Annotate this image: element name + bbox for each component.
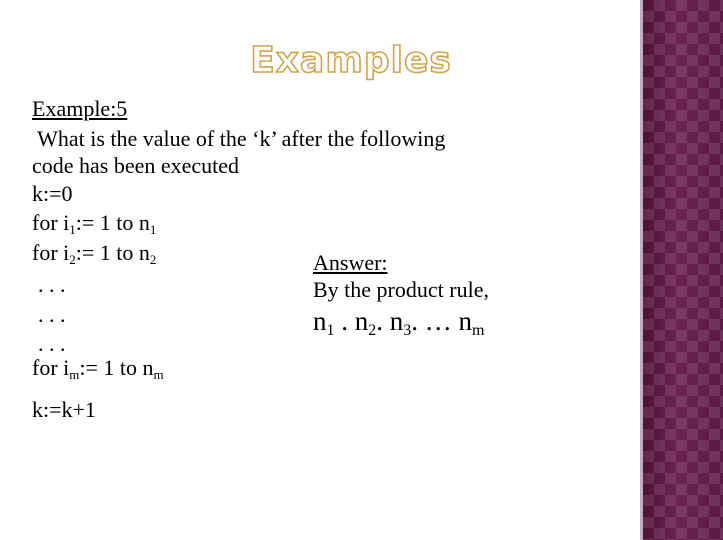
slide-title [250, 36, 452, 82]
question-line-1: What is the value of the ‘k’ after the following [32, 126, 446, 151]
decorative-side-band [640, 0, 723, 540]
question-line-2: code has been executed [32, 153, 240, 178]
answer-label: Answer: [313, 250, 388, 275]
code-ellipsis-3: . . . [38, 331, 66, 356]
example-label: Example:5 [32, 96, 128, 121]
answer-formula: $n_1$ . $n_2$. $n_3$. … $n_m$ [313, 306, 485, 339]
code-ellipsis-2: . . . [38, 302, 66, 327]
slide-title-text: Examples [250, 40, 452, 81]
code-loop-1: for $i_1:= 1$ to $n_1$ [32, 210, 157, 237]
code-body: k:=k+1 [32, 397, 96, 422]
code-ellipsis-1: . . . [38, 272, 66, 297]
code-loop-2: for $i_2:= 1$ to $n_2$ [32, 240, 157, 267]
answer-text: By the product rule, [313, 277, 489, 302]
code-init: k:=0 [32, 181, 73, 206]
code-loop-m: for $i_m:= 1$ to $n_m$ [32, 355, 164, 382]
slide-title-graphic [250, 36, 452, 82]
